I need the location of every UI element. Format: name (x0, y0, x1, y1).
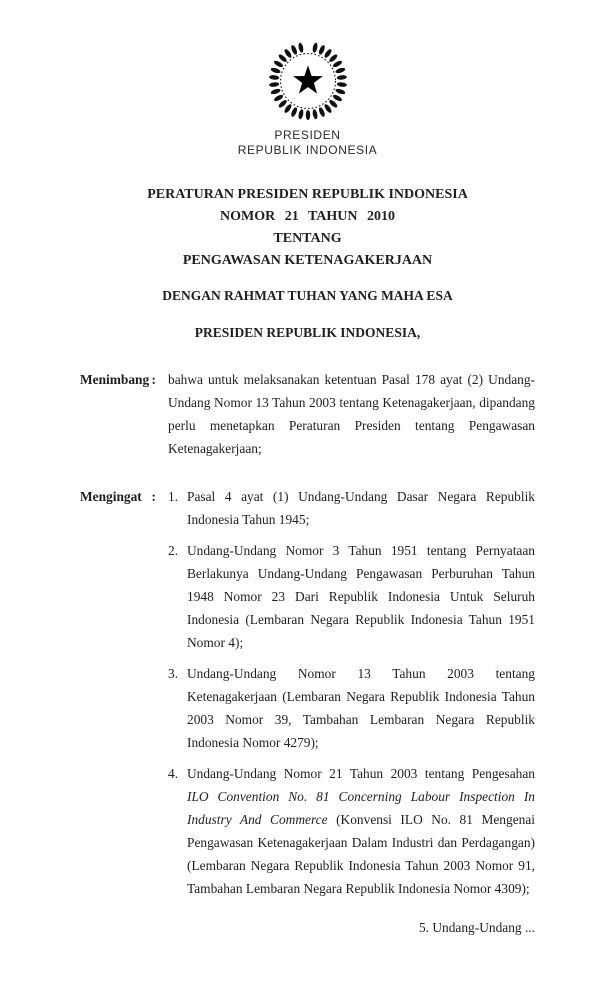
title-line-tentang: TENTANG (273, 231, 342, 246)
item-text-suffix: (Konvensi ILO No. 81 Mengenai Pengawasan Ketenagakerjaan Dalam Industri dan Perdagangan) (Lembaran Negara Republik Indonesia Tahun 2003 Nomor 91, Tambahan Lembaran Negara Republik Indonesia Nomor 4309); (187, 812, 536, 896)
mengingat-item-3 (168, 662, 535, 754)
item-text: Undang-Undang Nomor 3 Tahun 1951 tentang Pernyataan Berlakunya Undang-Undang Pengawasan Perburuhan Tahun 1948 Nomor 23 Dari Republik Indonesia Untuk Seluruh Indonesia (Lembaran Negara Republik Indonesia Tahun 1951 Nomor 4); (187, 543, 535, 650)
regulation-title (80, 184, 535, 272)
menimbang-body (168, 368, 535, 460)
item-number: 1. (168, 489, 179, 504)
item-text: Pasal 4 ayat (1) Undang-Undang Dasar Negara Republik Indonesia Tahun 1945; (187, 489, 535, 527)
letterhead-org-line1: PRESIDEN (274, 128, 341, 142)
mengingat-label-text: Mengingat (80, 489, 142, 504)
mengingat-item-4 (168, 762, 535, 900)
item-text (187, 762, 535, 900)
item-text-italic-convention: ILO Convention No. 81 Concerning Labour Inspection In Industry And Commerce (187, 789, 535, 827)
menimbang-section (80, 368, 535, 460)
menimbang-label-text: Menimbang (80, 372, 150, 387)
mengingat-list (168, 485, 535, 900)
invocation-line: DENGAN RAHMAT TUHAN YANG MAHA ESA (162, 288, 453, 303)
mengingat-item-1 (168, 485, 535, 531)
menimbang-colon: : (151, 372, 156, 387)
menimbang-label (80, 368, 168, 391)
item-number: 2. (168, 543, 179, 558)
mengingat-section (80, 485, 535, 900)
item-text-prefix: Undang-Undang Nomor 21 Tahun 2003 tentang Pengesahan (187, 766, 535, 781)
presidential-star-wreath-emblem-icon (267, 40, 349, 122)
item-text: Undang-Undang Nomor 13 Tahun 2003 tentang Ketenagakerjaan (Lembaran Negara Republik Indonesia Tahun 2003 Nomor 39, Tambahan Lembaran Negara Republik Indonesia Nomor 4279); (187, 666, 535, 750)
mengingat-item-2 (168, 539, 535, 654)
title-line-subject: PENGAWASAN KETENAGAKERJAAN (182, 253, 433, 268)
letterhead (80, 40, 535, 158)
mengingat-label (80, 485, 168, 508)
item-number: 3. (168, 666, 179, 681)
letterhead-org-line2: REPUBLIK INDONESIA (237, 143, 378, 157)
mengingat-colon: : (151, 489, 156, 504)
menimbang-paragraph: bahwa untuk melaksanakan ketentuan Pasal 178 ayat (2) Undang-Undang Nomor 13 Tahun 2003 tentang Ketenagakerjaan, dipandang perlu menetapkan Peraturan Presiden tentang Pengawasan Ketenagakerjaan; (168, 372, 535, 456)
authority-line: PRESIDEN REPUBLIK INDONESIA, (194, 325, 421, 340)
page-catchword: 5. Undang-Undang ... (418, 920, 535, 935)
item-number: 4. (168, 766, 179, 781)
title-line-1: PERATURAN PRESIDEN REPUBLIK INDONESIA (147, 187, 468, 202)
title-line-number: NOMOR 21 TAHUN 2010 (220, 209, 395, 224)
